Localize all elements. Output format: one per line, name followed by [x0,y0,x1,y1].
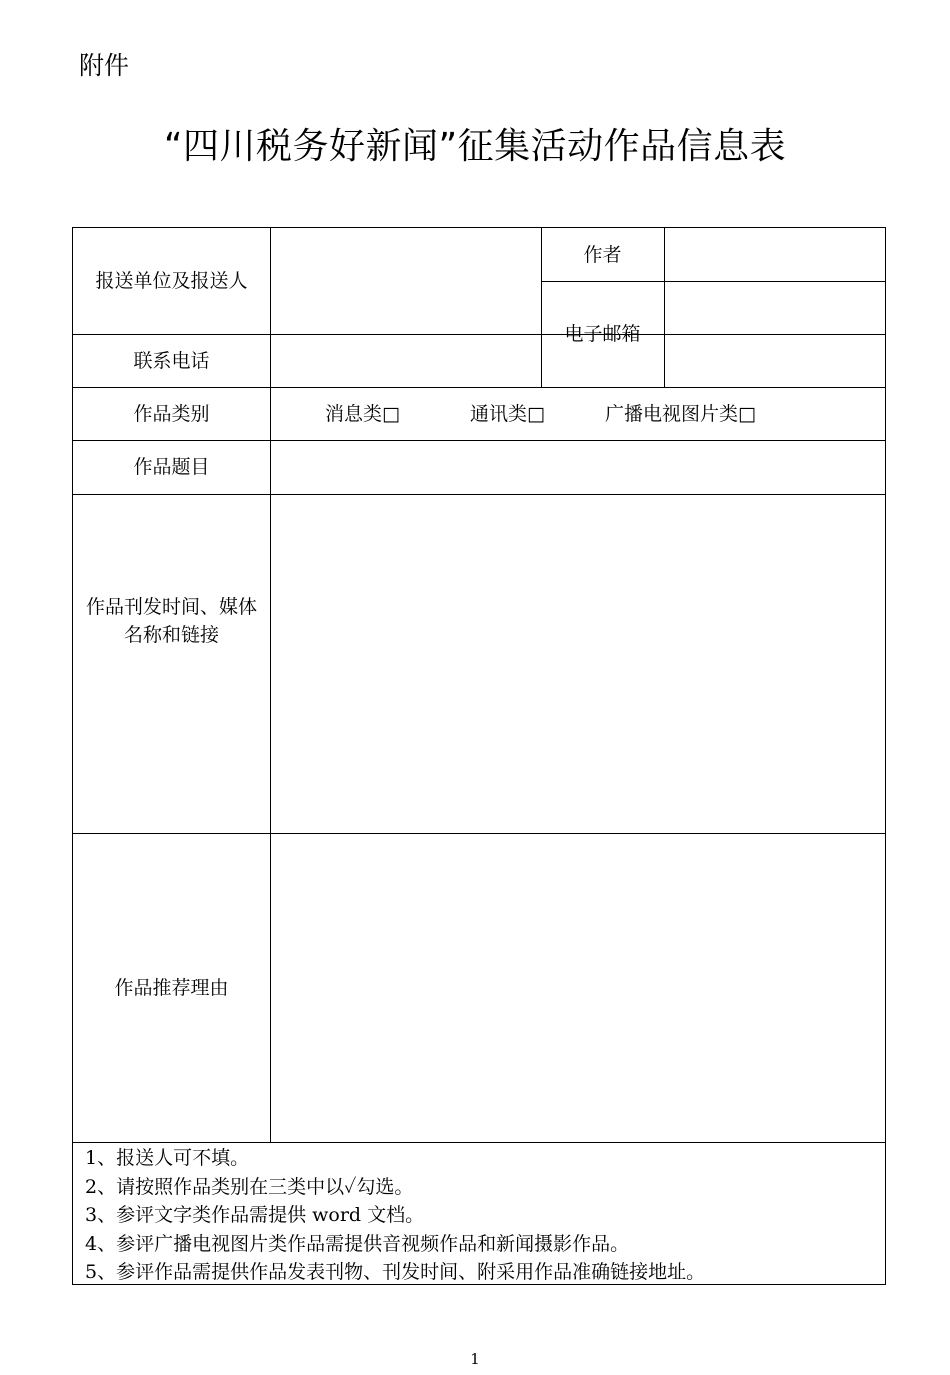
category-label: 作品类别 [133,402,210,425]
category-option-report[interactable]: 通讯类□ [470,403,545,425]
notes-list [85,1144,875,1287]
submitter-field[interactable] [271,229,540,333]
publication-field[interactable] [271,495,884,832]
attachment-label: 附件 [79,51,130,80]
work-title-field[interactable] [271,441,884,493]
note-item: 2、请按照作品类别在三类中以✓勾选。 [85,1175,414,1198]
email-field[interactable] [665,282,884,386]
submitter-label: 报送单位及报送人 [95,270,248,292]
form-title: “四川税务好新闻”征集活动作品信息表 [163,126,787,167]
recommendation-label: 作品推荐理由 [114,976,229,999]
email-label: 电子邮箱 [564,323,641,345]
note-item: 5、参评作品需提供作品发表刊物、刊发时间、附采用作品准确链接地址。 [85,1261,706,1283]
author-label: 作者 [583,243,622,266]
note-item: 4、参评广播电视图片类作品需提供音视频作品和新闻摄影作品。 [85,1232,630,1255]
row-divider [73,1142,885,1143]
author-field[interactable] [665,229,884,280]
phone-label: 联系电话 [133,349,210,372]
recommendation-field[interactable] [271,834,884,1141]
note-item: 3、参评文字类作品需提供 word 文档。 [85,1204,425,1226]
page-number: 1 [470,1350,480,1368]
work-title-label: 作品题目 [133,456,210,478]
info-form-table [72,227,886,1285]
note-item: 1、报送人可不填。 [85,1147,250,1169]
publication-label: 作品刊发时间、媒体名称和链接 [85,595,257,646]
phone-field[interactable] [271,335,540,386]
category-option-news[interactable]: 消息类□ [325,403,400,425]
category-option-broadcast-photo[interactable]: 广播电视图片类□ [605,403,756,425]
